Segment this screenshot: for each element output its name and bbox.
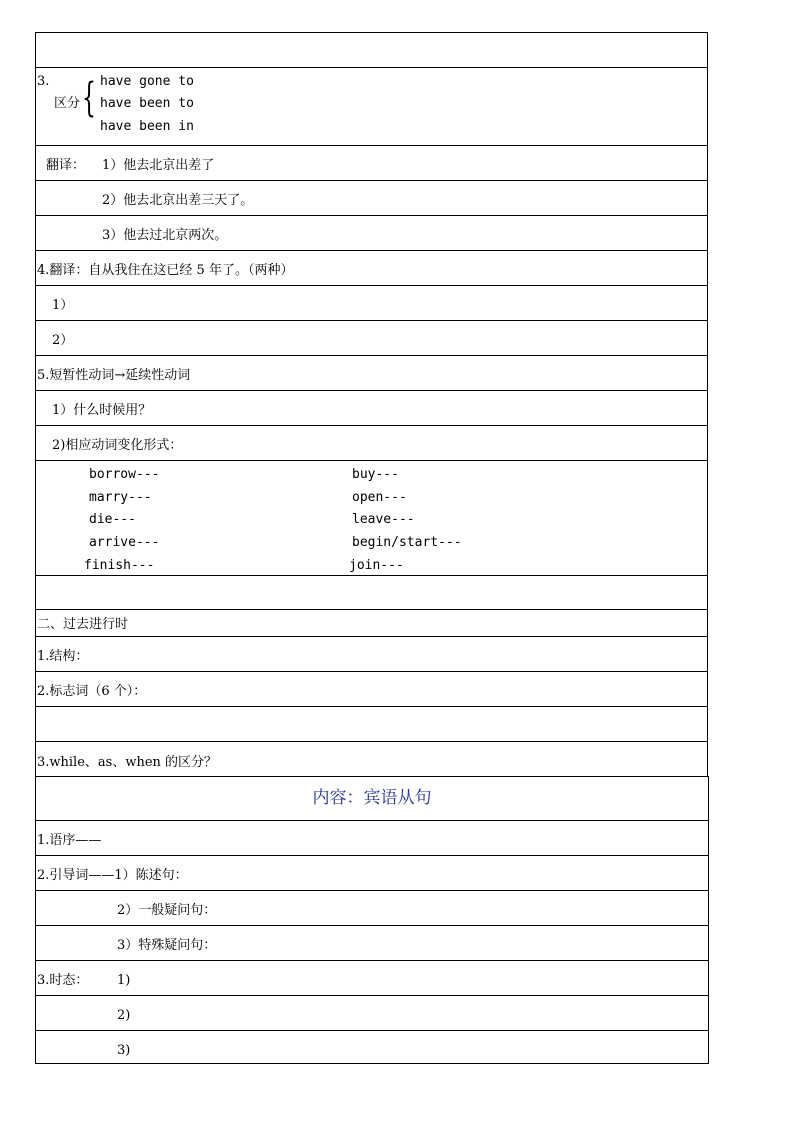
answer-row xyxy=(36,320,707,355)
introducer-label: 2.引导词——1）陈述句： xyxy=(37,868,188,883)
translate-item: 3）他去过北京两次。 xyxy=(102,228,228,243)
empty-row xyxy=(36,32,707,67)
verb-item: begin/start--- xyxy=(352,535,462,550)
phrase-item: have been in xyxy=(100,119,194,134)
tense-item: 3) xyxy=(117,1043,131,1058)
word-order-label: 1.语序—— xyxy=(37,833,102,848)
question-4: 4.翻译：自从我住在这已经 5 年了。（两种） xyxy=(37,263,294,278)
markers-label: 2.标志词（6 个）： xyxy=(37,684,147,699)
introducer-item: 3）特殊疑问句： xyxy=(117,938,217,953)
introducer-item: 2）一般疑问句： xyxy=(117,903,217,918)
answer-1: 1） xyxy=(52,298,74,313)
past-continuous-row xyxy=(36,609,707,636)
grammar-table-1 xyxy=(35,32,708,777)
markers-row xyxy=(36,671,707,706)
structure-label: 1.结构： xyxy=(37,649,89,664)
verb-item: open--- xyxy=(352,490,407,505)
tense-item: 2) xyxy=(117,1008,131,1023)
translate-row-2 xyxy=(36,180,707,215)
verb-item: buy--- xyxy=(352,467,399,482)
question-4-row xyxy=(36,250,707,285)
question-5-1: 1）什么时候用？ xyxy=(52,403,152,418)
question-5-2: 2)相应动词变化形式： xyxy=(52,438,183,453)
translate-row-1 xyxy=(36,145,707,180)
verb-item: die--- xyxy=(89,512,136,527)
verb-item: arrive--- xyxy=(89,535,160,550)
verb-forms-row xyxy=(36,460,707,575)
tense-row xyxy=(36,960,708,995)
answer-row xyxy=(36,285,707,320)
verb-item: join--- xyxy=(349,558,404,573)
translate-item: 1）他去北京出差了 xyxy=(102,158,215,173)
question-5-row xyxy=(36,355,707,390)
question-5: 5.短暂性动词→延续性动词 xyxy=(37,368,191,383)
empty-row xyxy=(36,706,707,741)
distinguish-row xyxy=(36,67,707,145)
verb-item: borrow--- xyxy=(89,467,160,482)
question-5-2-row xyxy=(36,425,707,460)
phrase-item: have gone to xyxy=(100,74,194,89)
introducer-row-2 xyxy=(36,890,708,925)
introducer-row-3 xyxy=(36,925,708,960)
word-order-row xyxy=(36,820,708,855)
item-number: 3. xyxy=(37,74,50,89)
title-row xyxy=(36,776,708,820)
translate-row-3 xyxy=(36,215,707,250)
question-5-1-row xyxy=(36,390,707,425)
translate-item: 2）他去北京出差三天了。 xyxy=(102,193,254,208)
tense-row-2 xyxy=(36,995,708,1030)
difference-row xyxy=(36,741,707,777)
verb-item: marry--- xyxy=(89,490,152,505)
structure-row xyxy=(36,636,707,671)
tense-item: 1) xyxy=(117,973,131,988)
answer-2: 2） xyxy=(52,333,74,348)
tense-label: 3.时态： xyxy=(37,973,89,988)
grammar-table-2 xyxy=(35,776,709,1064)
difference-question: 3.while、as、when 的区分？ xyxy=(37,755,218,770)
section-heading: 二、过去进行时 xyxy=(37,617,129,632)
translate-label: 翻译： xyxy=(46,158,86,173)
distinguish-label: 区分 xyxy=(54,96,81,111)
verb-item: leave--- xyxy=(352,512,415,527)
section-title: 内容：宾语从句 xyxy=(312,788,432,808)
phrase-item: have been to xyxy=(100,96,194,111)
tense-row-3 xyxy=(36,1030,708,1064)
verb-item: finish--- xyxy=(84,558,155,573)
brace-icon: { xyxy=(82,75,96,121)
empty-row xyxy=(36,575,707,609)
introducer-row xyxy=(36,855,708,890)
